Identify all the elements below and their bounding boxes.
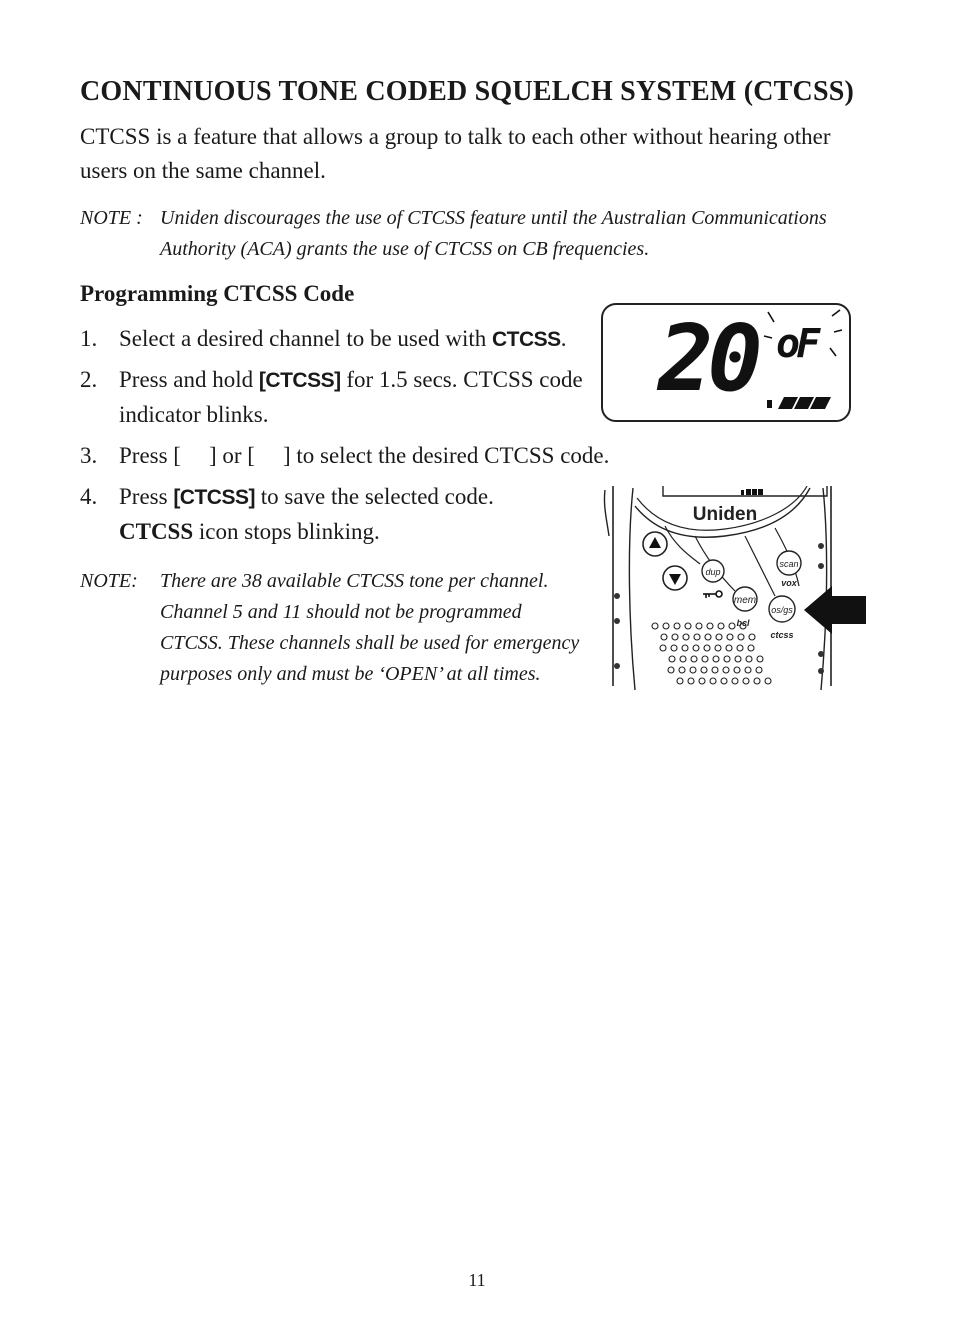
step-text: . [560, 326, 567, 351]
grille-hole [674, 623, 680, 629]
grille-hole [652, 623, 658, 629]
step-4 [80, 480, 560, 549]
uniden-logo: Uniden [692, 504, 758, 525]
step-text: Select a desired channel to be used with [119, 326, 492, 351]
grille-hole [707, 623, 713, 629]
grille-hole [754, 678, 760, 684]
grille-hole [685, 623, 691, 629]
note-text: Uniden discourages the use of CTCSS feature until the Australian Communications Authority (ACA) grants the use of CTCSS on CB frequencies. [160, 207, 827, 260]
speaker-grille [652, 623, 771, 684]
grille-hole [737, 645, 743, 651]
step-text: to save the selected code. [254, 484, 494, 509]
grille-hole [663, 623, 669, 629]
step-text: for 1.5 secs. CTCSS code indicator blinks. [119, 367, 583, 427]
section-heading: Programming CTCSS Code [80, 281, 355, 306]
grille-hole [748, 645, 754, 651]
ctcss-key: CTCSS [492, 328, 561, 351]
grille-hole [743, 678, 749, 684]
grille-hole [735, 656, 741, 662]
grille-hole [749, 634, 755, 640]
mem-button-label: mem [733, 595, 757, 606]
grille-hole [701, 667, 707, 673]
step-number: 1. [80, 326, 98, 351]
grille-hole [668, 667, 674, 673]
grille-hole [679, 667, 685, 673]
grille-hole [699, 678, 705, 684]
grille-hole [721, 678, 727, 684]
grille-hole [765, 678, 771, 684]
os-gs-button-label: os/gs [771, 605, 793, 615]
grille-hole [696, 623, 702, 629]
grille-hole [724, 656, 730, 662]
step-text: icon stops blinking. [193, 519, 380, 544]
grille-hole [734, 667, 740, 673]
grille-hole [683, 634, 689, 640]
step-text: ] to select the desired CTCSS code. [282, 443, 610, 468]
step-text: Press [119, 484, 174, 509]
pointer-arrow-icon [804, 586, 866, 634]
note-label: NOTE: [80, 570, 138, 592]
grille-hole [669, 656, 675, 662]
scan-button-label: scan [779, 559, 799, 569]
step-number: 2. [80, 367, 98, 392]
step-2 [80, 363, 600, 432]
grille-hole [723, 667, 729, 673]
grille-hole [716, 634, 722, 640]
note-channels [80, 566, 580, 690]
page-title: CONTINUOUS TONE CODED SQUELCH SYSTEM (CTCSS) [80, 76, 855, 107]
grille-hole [691, 656, 697, 662]
grille-hole [727, 634, 733, 640]
grille-hole [738, 634, 744, 640]
step-number: 3. [80, 443, 98, 468]
intro-paragraph: CTCSS is a feature that allows a group to talk to each other without hearing other users on the same channel. [80, 124, 831, 183]
ctcss-label: ctcss [770, 630, 794, 640]
grille-hole [671, 645, 677, 651]
grille-hole [756, 667, 762, 673]
grille-hole [715, 645, 721, 651]
grille-hole [661, 634, 667, 640]
grille-hole [729, 623, 735, 629]
bcl-label: bcl [736, 618, 750, 628]
note-aca [80, 203, 900, 265]
grille-hole [688, 678, 694, 684]
dup-button-label: dup [705, 567, 721, 577]
grille-hole [713, 656, 719, 662]
lcd-code-digits: oF [776, 321, 817, 367]
battery-icon [741, 489, 763, 495]
grille-hole [704, 645, 710, 651]
radio-illustration [595, 486, 870, 692]
grille-hole [726, 645, 732, 651]
grille-hole [694, 634, 700, 640]
page-number: 11 [468, 1270, 486, 1290]
grille-hole [680, 656, 686, 662]
grille-hole [718, 623, 724, 629]
step-text: Press and hold [119, 367, 259, 392]
step-text: ] or [ [208, 443, 255, 468]
grille-hole [705, 634, 711, 640]
grille-hole [682, 645, 688, 651]
note-label: NOTE : [80, 207, 143, 229]
step-1 [80, 322, 640, 357]
grille-hole [712, 667, 718, 673]
step-number: 4. [80, 484, 98, 509]
grille-hole [757, 656, 763, 662]
ctcss-key: [CTCSS] [173, 486, 255, 509]
grille-hole [693, 645, 699, 651]
step-3 [80, 439, 720, 473]
grille-hole [672, 634, 678, 640]
lcd-display-illustration [600, 302, 854, 424]
step-text: Press [ [119, 443, 181, 468]
vox-label: vox [781, 578, 797, 588]
grille-hole [732, 678, 738, 684]
grille-hole [660, 645, 666, 651]
grille-hole [677, 678, 683, 684]
grille-hole [746, 656, 752, 662]
grille-hole [702, 656, 708, 662]
note-text: There are 38 available CTCSS tone per channel. Channel 5 and 11 should not be programmed CTCSS. These channels shall be used for emergency purposes only and must be ‘OPEN’ at all times. [160, 570, 580, 685]
ctcss-icon-label: CTCSS [119, 519, 194, 544]
grille-hole [745, 667, 751, 673]
lcd-channel-digits: 20 [658, 305, 757, 412]
grille-hole [690, 667, 696, 673]
ctcss-key: [CTCSS] [258, 369, 341, 392]
key-lock-icon [703, 591, 722, 598]
grille-hole [710, 678, 716, 684]
